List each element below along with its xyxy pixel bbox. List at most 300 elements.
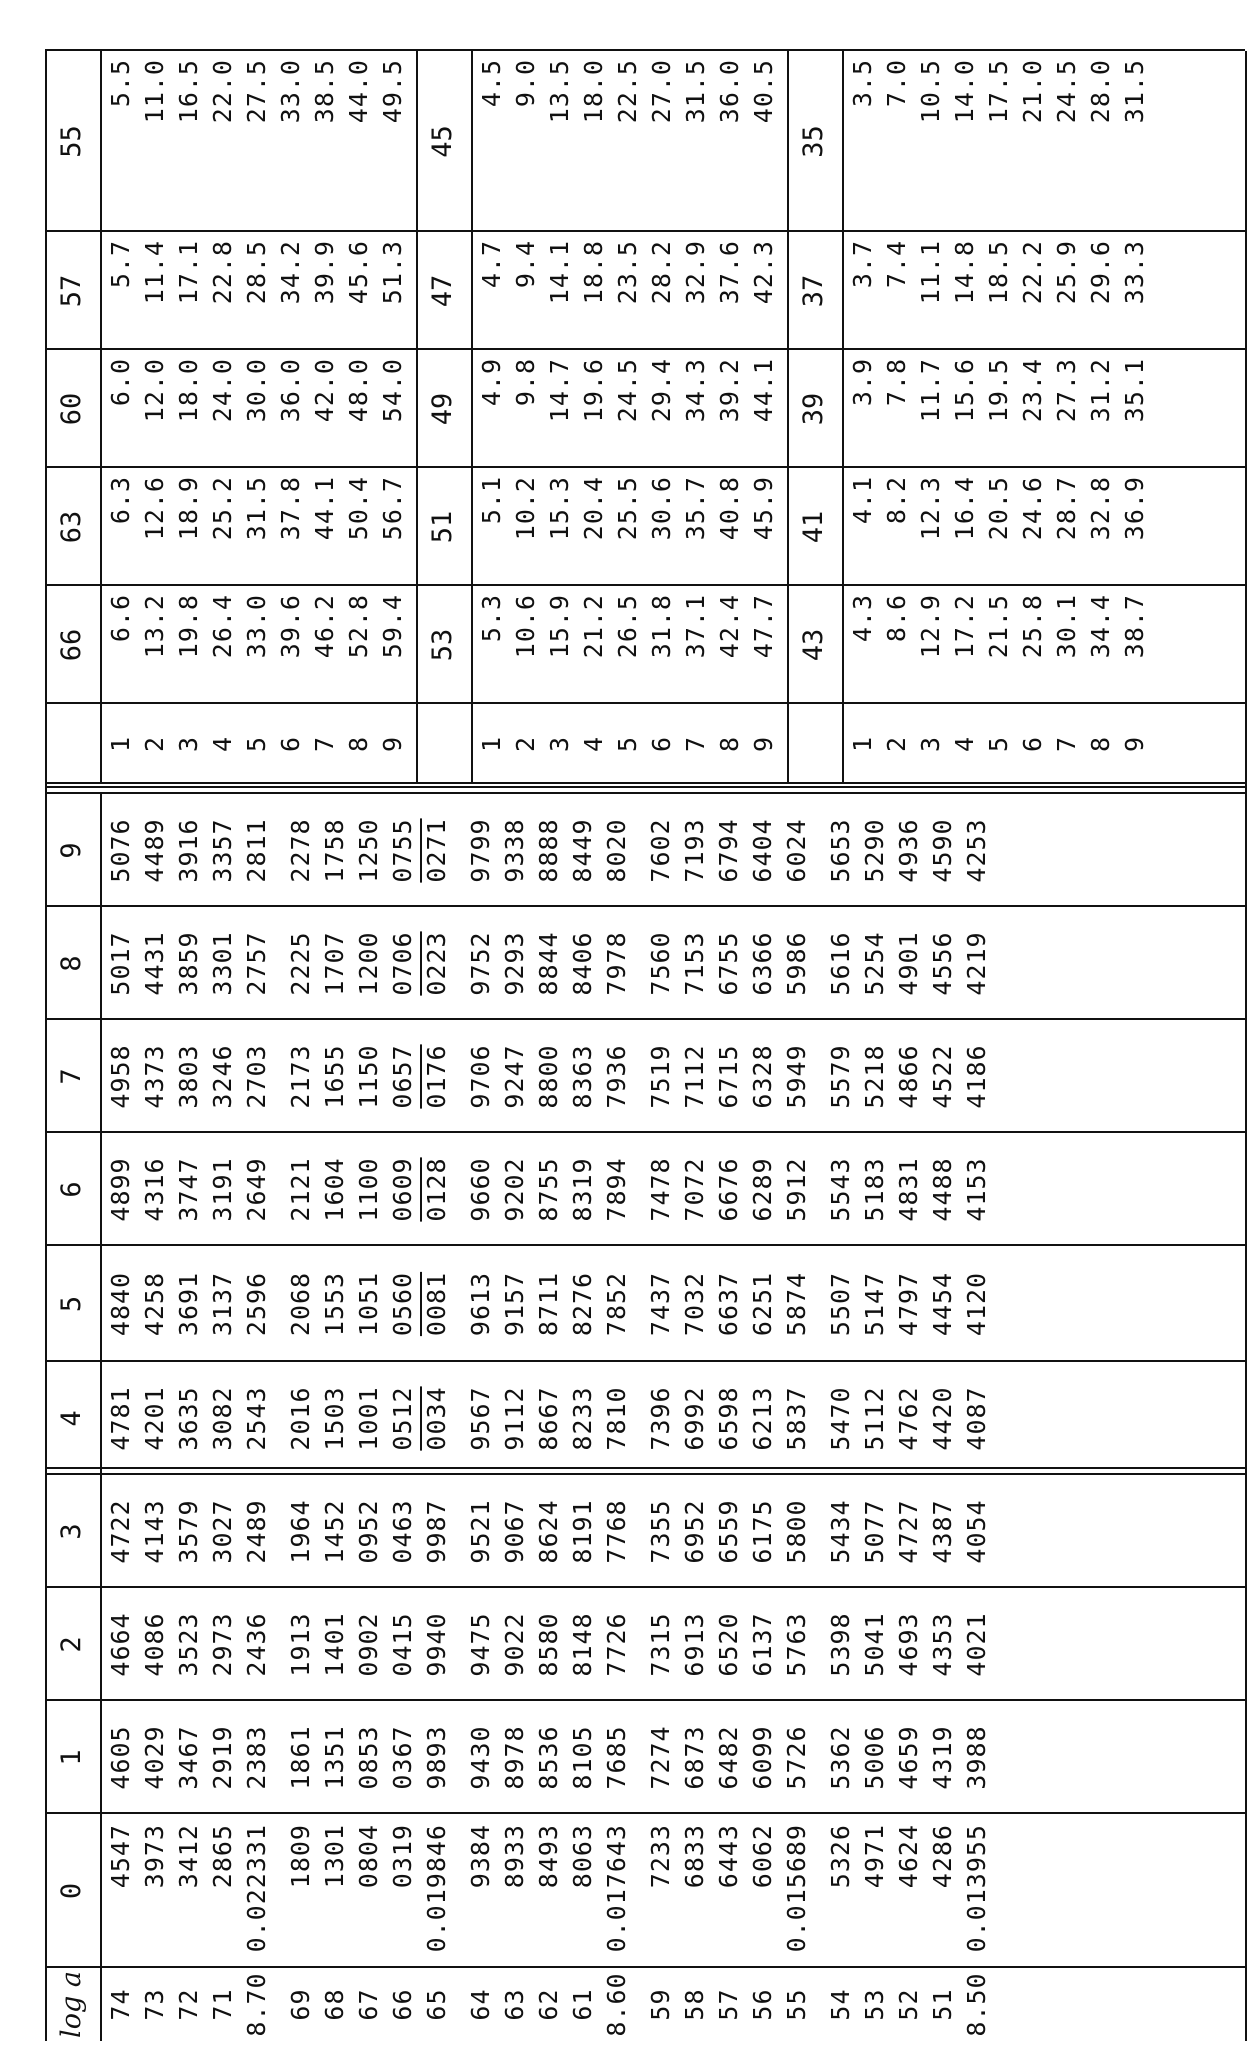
pp-row-label: 7	[1052, 735, 1081, 753]
table-cell: 1001	[354, 1386, 383, 1451]
table-cell: 5949	[782, 1044, 811, 1109]
table-bottom-rule	[1245, 51, 1247, 2041]
table-cell: 0081	[422, 1271, 451, 1337]
pp-cell: 8.6	[882, 594, 911, 643]
table-cell: 0706	[388, 931, 417, 996]
pp-row-label: 2	[882, 735, 911, 753]
table-cell: 2811	[242, 818, 271, 883]
table-cell: 3027	[208, 1499, 237, 1564]
pp-cell: 49.5	[378, 59, 407, 124]
pp-cell: 28.0	[1086, 59, 1115, 124]
table-cell: 7153	[680, 931, 709, 996]
pp-row-label: 8	[715, 735, 744, 753]
pp-cell: 7.4	[882, 240, 911, 289]
table-cell: 5183	[860, 1157, 889, 1222]
table-cell: 7478	[646, 1157, 675, 1222]
table-cell: 8493	[534, 1824, 563, 1889]
table-cell: 4353	[928, 1612, 957, 1677]
table-cell: 5362	[826, 1725, 855, 1790]
pp-head-rule	[100, 51, 102, 784]
pp-cell: 36.9	[1120, 476, 1149, 541]
table-cell: 2225	[286, 931, 315, 996]
row-label: 63	[500, 1988, 529, 2021]
pp-cell: 45.9	[749, 476, 778, 541]
pp-cell: 56.7	[378, 476, 407, 541]
table-cell: 8755	[534, 1157, 563, 1222]
pp-cell: 4.7	[477, 240, 506, 289]
pp-cell: 9.0	[511, 59, 540, 108]
pp-head: 47	[427, 274, 458, 308]
pp-row-label: 3	[174, 735, 203, 753]
pp-cell: 15.3	[545, 476, 574, 541]
table-cell: 4624	[894, 1824, 923, 1889]
table-cell: 9157	[500, 1271, 529, 1337]
table-cell: 0952	[354, 1499, 383, 1564]
table-cell: 5837	[782, 1386, 811, 1451]
table-cell: 2973	[208, 1612, 237, 1677]
table-cell: 1452	[320, 1499, 349, 1564]
table-cell: 0367	[388, 1725, 417, 1790]
table-cell: 7233	[646, 1824, 675, 1889]
table-cell: 0128	[422, 1157, 451, 1222]
table-cell: 0560	[388, 1271, 417, 1337]
table-cell: 5254	[860, 931, 889, 996]
table-cell: 8978	[500, 1725, 529, 1790]
header-col-3: 2	[56, 1636, 87, 1653]
table-cell: 9067	[500, 1499, 529, 1564]
pp-cell: 39.6	[276, 594, 305, 659]
table-cell: 3988	[962, 1725, 991, 1790]
table-cell: 4936	[894, 818, 923, 883]
pp-cell: 14.8	[950, 240, 979, 305]
table-cell: 1503	[320, 1386, 349, 1451]
table-cell: 8276	[568, 1271, 597, 1337]
row-label: 67	[354, 1988, 383, 2021]
table-cell: 4029	[140, 1725, 169, 1790]
table-cell: 6715	[714, 1044, 743, 1109]
pp-cell: 39.2	[715, 358, 744, 423]
pp-cell: 22.2	[1018, 240, 1047, 305]
table-cell: 7768	[602, 1499, 631, 1564]
pp-cell: 6.0	[106, 358, 135, 407]
pp-cell: 37.1	[681, 594, 710, 659]
pp-cell: 30.0	[242, 358, 271, 423]
pp-cell: 35.1	[1120, 358, 1149, 423]
pp-cell: 7.0	[882, 59, 911, 108]
table-cell: 6676	[714, 1157, 743, 1222]
pp-cell: 18.5	[984, 240, 1013, 305]
table-cell: 4489	[140, 818, 169, 883]
table-cell: 4054	[962, 1499, 991, 1564]
row-label: 71	[208, 1988, 237, 2021]
pp-head: 45	[427, 125, 458, 158]
table-cell: 2649	[242, 1157, 271, 1222]
table-cell: 4420	[928, 1386, 957, 1451]
column-rule-double	[45, 786, 1245, 788]
pp-head: 35	[798, 125, 829, 158]
pp-cell: 21.5	[984, 594, 1013, 659]
table-cell: 4219	[962, 931, 991, 996]
pp-section-rule	[416, 51, 418, 784]
pp-row-label: 4	[579, 735, 608, 753]
pp-cell: 12.6	[140, 476, 169, 541]
pp-cell: 5.7	[106, 240, 135, 289]
pp-cell: 38.7	[1120, 594, 1149, 659]
table-cell: 3973	[140, 1824, 169, 1889]
table-cell: 2436	[242, 1612, 271, 1677]
table-cell: 4522	[928, 1044, 957, 1109]
table-cell: 6404	[748, 818, 777, 883]
table-cell: 8406	[568, 931, 597, 996]
table-cell: 0319	[388, 1824, 417, 1889]
pp-cell: 17.5	[984, 59, 1013, 124]
table-cell: 3859	[174, 931, 203, 996]
table-cell: 2121	[286, 1157, 315, 1222]
table-cell: 8933	[500, 1824, 529, 1889]
pp-cell: 36.0	[715, 59, 744, 124]
pp-cell: 29.6	[1086, 240, 1115, 305]
pp-head: 49	[427, 392, 458, 426]
pp-cell: 4.5	[477, 59, 506, 108]
header-col-8: 7	[56, 1068, 87, 1085]
table-cell: 1200	[354, 931, 383, 996]
table-cell: 3301	[208, 931, 237, 996]
table-cell: 5470	[826, 1386, 855, 1451]
table-cell: 5147	[860, 1271, 889, 1337]
row-label: 56	[748, 1988, 777, 2021]
table-cell: 2278	[286, 818, 315, 883]
table-cell: 2383	[242, 1725, 271, 1790]
table-cell: 7437	[646, 1271, 675, 1337]
pp-cell: 25.2	[208, 476, 237, 541]
table-cell: 6482	[714, 1725, 743, 1790]
table-cell: 6328	[748, 1044, 777, 1109]
table-cell: 4021	[962, 1612, 991, 1677]
table-cell: 6952	[680, 1499, 709, 1564]
pp-cell: 31.5	[242, 476, 271, 541]
table-cell: 4781	[106, 1386, 135, 1451]
table-cell: 5579	[826, 1044, 855, 1109]
table-cell: 9660	[466, 1157, 495, 1222]
pp-section-rule	[787, 51, 789, 784]
table-cell: 4727	[894, 1499, 923, 1564]
table-cell: 3137	[208, 1271, 237, 1337]
row-label: 61	[568, 1988, 597, 2021]
header-col-2: 1	[56, 1749, 87, 1766]
table-cell: 4253	[962, 818, 991, 883]
row-label: 58	[680, 1988, 709, 2021]
table-cell: 5507	[826, 1271, 855, 1337]
table-cell: 3412	[174, 1824, 203, 1889]
table-cell: 6794	[714, 818, 743, 883]
table-cell: 0902	[354, 1612, 383, 1677]
pp-row-label: 9	[378, 735, 407, 753]
table-cell: 4431	[140, 931, 169, 996]
table-cell: 4840	[106, 1271, 135, 1337]
pp-cell: 14.7	[545, 358, 574, 423]
table-cell: 8580	[534, 1612, 563, 1677]
table-cell: 9799	[466, 818, 495, 883]
table-cell: 6175	[748, 1499, 777, 1564]
table-cell: 1913	[286, 1612, 315, 1677]
table-cell: 4556	[928, 931, 957, 996]
table-cell: 4286	[928, 1824, 957, 1889]
table-cell: 6062	[748, 1824, 777, 1889]
table-cell: 7519	[646, 1044, 675, 1109]
table-cell: 8888	[534, 818, 563, 883]
pp-cell: 28.2	[647, 240, 676, 305]
pp-cell: 8.2	[882, 476, 911, 525]
table-cell: 4664	[106, 1612, 135, 1677]
pp-row-label: 2	[511, 735, 540, 753]
table-cell: 1401	[320, 1612, 349, 1677]
pp-cell: 33.0	[276, 59, 305, 124]
pp-cell: 23.5	[613, 240, 642, 305]
table-cell: 7355	[646, 1499, 675, 1564]
pp-cell: 34.4	[1086, 594, 1115, 659]
table-cell: 8536	[534, 1725, 563, 1790]
pp-cell: 18.9	[174, 476, 203, 541]
table-cell: 9430	[466, 1725, 495, 1790]
table-cell: 0.019846	[422, 1824, 451, 1953]
row-label: 59	[646, 1988, 675, 2021]
table-cell: 1250	[354, 818, 383, 883]
table-cell: 7852	[602, 1271, 631, 1337]
row-label: 55	[782, 1988, 811, 2021]
table-cell: 5763	[782, 1612, 811, 1677]
table-cell: 0.017643	[602, 1824, 631, 1953]
table-cell: 4153	[962, 1157, 991, 1222]
row-label: 64	[466, 1988, 495, 2021]
header-col-5: 4	[56, 1410, 87, 1427]
pp-head: 37	[798, 274, 829, 308]
table-cell: 4258	[140, 1271, 169, 1337]
table-cell: 2919	[208, 1725, 237, 1790]
table-cell: 9475	[466, 1612, 495, 1677]
pp-cell: 48.0	[344, 358, 373, 423]
table-cell: 9940	[422, 1612, 451, 1677]
pp-cell: 31.5	[1120, 59, 1149, 124]
pp-cell: 5.5	[106, 59, 135, 108]
pp-cell: 52.8	[344, 594, 373, 659]
pp-cell: 44.1	[310, 476, 339, 541]
table-cell: 4958	[106, 1044, 135, 1109]
row-label: 72	[174, 1988, 203, 2021]
pp-cell: 5.3	[477, 594, 506, 643]
pp-cell: 37.8	[276, 476, 305, 541]
row-label: 66	[388, 1988, 417, 2021]
pp-cell: 19.6	[579, 358, 608, 423]
pp-cell: 40.8	[715, 476, 744, 541]
header-bottom-rule	[100, 794, 102, 2041]
table-cell: 9752	[466, 931, 495, 996]
header-col-1: 0	[56, 1882, 87, 1900]
pp-cell: 42.0	[310, 358, 339, 423]
table-cell: 6520	[714, 1612, 743, 1677]
table-cell: 9893	[422, 1725, 451, 1790]
table-cell: 6992	[680, 1386, 709, 1451]
table-cell: 9112	[500, 1386, 529, 1451]
row-label: 51	[928, 1988, 957, 2021]
table-cell: 0755	[388, 818, 417, 883]
table-cell: 4319	[928, 1725, 957, 1790]
table-cell: 0.022331	[242, 1824, 271, 1953]
row-label: 74	[106, 1988, 135, 2021]
table-cell: 7936	[602, 1044, 631, 1109]
table-cell: 2489	[242, 1499, 271, 1564]
pp-head: 51	[427, 510, 458, 544]
table-cell: 0034	[422, 1386, 451, 1451]
table-cell: 7978	[602, 931, 631, 996]
table-cell: 7032	[680, 1271, 709, 1337]
pp-cell: 11.7	[916, 358, 945, 423]
pp-cell: 27.3	[1052, 358, 1081, 423]
pp-head: 66	[56, 628, 87, 662]
table-cell: 9202	[500, 1157, 529, 1222]
table-cell: 9613	[466, 1271, 495, 1337]
table-cell: 3523	[174, 1612, 203, 1677]
pp-row-label: 3	[916, 735, 945, 753]
table-cell: 2016	[286, 1386, 315, 1451]
table-cell: 3916	[174, 818, 203, 883]
pp-head: 43	[798, 628, 829, 662]
pp-cell: 26.4	[208, 594, 237, 659]
pp-cell: 28.5	[242, 240, 271, 305]
pp-cell: 18.0	[174, 358, 203, 423]
table-cell: 0804	[354, 1824, 383, 1889]
pp-cell: 17.2	[950, 594, 979, 659]
pp-cell: 25.5	[613, 476, 642, 541]
pp-column-rule	[45, 49, 1245, 51]
pp-cell: 4.9	[477, 358, 506, 407]
pp-cell: 3.5	[848, 59, 877, 108]
table-cell: 1809	[286, 1824, 315, 1889]
pp-row-label: 3	[545, 735, 574, 753]
header-col-10: 9	[56, 842, 87, 859]
table-cell: 4201	[140, 1386, 169, 1451]
pp-cell: 54.0	[378, 358, 407, 423]
table-cell: 5326	[826, 1824, 855, 1889]
table-cell: 4659	[894, 1725, 923, 1790]
row-label: 57	[714, 1988, 743, 2021]
pp-head: 39	[798, 392, 829, 426]
table-cell: 2173	[286, 1044, 315, 1109]
pp-cell: 18.0	[579, 59, 608, 124]
table-cell: 7602	[646, 818, 675, 883]
table-cell: 4488	[928, 1157, 957, 1222]
pp-cell: 25.8	[1018, 594, 1047, 659]
table-cell: 5543	[826, 1157, 855, 1222]
table-cell: 8711	[534, 1271, 563, 1337]
table-cell: 4120	[962, 1271, 991, 1337]
table-cell: 7072	[680, 1157, 709, 1222]
pp-cell: 14.1	[545, 240, 574, 305]
pp-cell: 24.6	[1018, 476, 1047, 541]
row-label: 53	[860, 1988, 889, 2021]
table-cell: 9521	[466, 1499, 495, 1564]
table-cell: 7396	[646, 1386, 675, 1451]
table-cell: 6099	[748, 1725, 777, 1790]
pp-row-label: 7	[310, 735, 339, 753]
pp-cell: 47.7	[749, 594, 778, 659]
table-cell: 1758	[320, 818, 349, 883]
table-cell: 2596	[242, 1271, 271, 1337]
table-cell: 4373	[140, 1044, 169, 1109]
header-col-6: 5	[56, 1295, 87, 1313]
pp-cell: 17.1	[174, 240, 203, 305]
pp-cell: 34.2	[276, 240, 305, 305]
row-label: 73	[140, 1988, 169, 2021]
table-cell: 1553	[320, 1271, 349, 1337]
pp-cell: 24.5	[1052, 59, 1081, 124]
table-cell: 9567	[466, 1386, 495, 1451]
pp-row-label: 8	[344, 735, 373, 753]
pp-cell: 38.5	[310, 59, 339, 124]
table-cell: 6213	[748, 1386, 777, 1451]
pp-cell: 22.5	[613, 59, 642, 124]
table-cell: 4186	[962, 1044, 991, 1109]
pp-cell: 32.9	[681, 240, 710, 305]
table-cell: 0463	[388, 1499, 417, 1564]
table-cell: 9022	[500, 1612, 529, 1677]
table-cell: 5653	[826, 818, 855, 883]
table-cell: 8449	[568, 818, 597, 883]
pp-cell: 31.2	[1086, 358, 1115, 423]
pp-cell: 11.1	[916, 240, 945, 305]
table-cell: 7274	[646, 1725, 675, 1790]
table-cell: 0415	[388, 1612, 417, 1677]
pp-cell: 13.2	[140, 594, 169, 659]
table-cell: 7193	[680, 818, 709, 883]
table-cell: 0853	[354, 1725, 383, 1790]
table-cell: 7810	[602, 1386, 631, 1451]
pp-cell: 12.0	[140, 358, 169, 423]
table-cell: 5290	[860, 818, 889, 883]
table-cell: 2865	[208, 1824, 237, 1889]
table-cell: 3246	[208, 1044, 237, 1109]
table-cell: 6873	[680, 1725, 709, 1790]
table-cell: 1604	[320, 1157, 349, 1222]
table-cell: 8063	[568, 1824, 597, 1889]
table-cell: 6137	[748, 1612, 777, 1677]
table-cell: 2757	[242, 931, 271, 996]
table-cell: 6755	[714, 931, 743, 996]
pp-cell: 15.9	[545, 594, 574, 659]
table-cell: 4693	[894, 1612, 923, 1677]
pp-cell: 59.4	[378, 594, 407, 659]
table-cell: 8020	[602, 818, 631, 883]
table-cell: 6251	[748, 1271, 777, 1337]
pp-row-label: 5	[613, 735, 642, 753]
pp-cell: 4.3	[848, 594, 877, 643]
table-cell: 5017	[106, 931, 135, 996]
pp-row-label: 2	[140, 735, 169, 753]
row-label: 52	[894, 1988, 923, 2021]
table-cell: 7112	[680, 1044, 709, 1109]
table-cell: 4762	[894, 1386, 923, 1451]
table-cell: 8844	[534, 931, 563, 996]
table-cell: 5112	[860, 1386, 889, 1451]
table-cell: 3803	[174, 1044, 203, 1109]
table-cell: 6024	[782, 818, 811, 883]
pp-cell: 16.4	[950, 476, 979, 541]
row-label: 54	[826, 1988, 855, 2021]
pp-cell: 19.8	[174, 594, 203, 659]
table-cell: 9384	[466, 1824, 495, 1889]
table-cell: 1150	[354, 1044, 383, 1109]
pp-cell: 35.7	[681, 476, 710, 541]
table-cell: 5041	[860, 1612, 889, 1677]
